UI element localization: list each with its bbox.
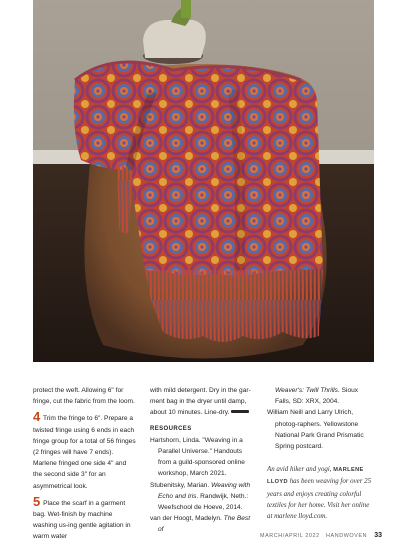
magazine-name: HANDWOVEN: [326, 533, 368, 539]
step-text: Trim the fringe to 6". Prepare a twisted fringe using 6 ends in each fringe group for a total of 56 fringes (2 fringes will have 7 ends). Marlene fringed one side 4" and the second side 3" for an asymmetrical look.: [33, 415, 136, 490]
ref-author: van der Hoogt, Madelyn.: [150, 515, 224, 523]
text-column-3: [267, 385, 374, 522]
ref-title: Weaver's: Twill Thrills: [275, 387, 338, 394]
author-name: MARLENE LLOYD: [267, 467, 364, 486]
step-number: 5: [33, 493, 41, 509]
author-bio: [267, 464, 374, 522]
ref-title: Weaving with Echo and Iris: [158, 481, 251, 500]
text-column-2: [150, 385, 255, 536]
step-number: 4: [33, 409, 41, 425]
reference-item: William Neill and Larry Ulrich, photog-raphers. Yellowstone National Park Grand Prismatic Spring postcard.: [267, 409, 364, 451]
ref-title: The Best of: [158, 515, 251, 534]
page-number: 33: [374, 532, 382, 539]
reference-item: Hartshorn, Linda. "Weaving in a Parallel Universe." Handouts from a guild-sponsored online workshop, March 2021.: [150, 436, 245, 478]
text-column-1: [33, 385, 136, 543]
step-4: [33, 409, 136, 491]
ref-publisher: . Randwijk, Neth.: Weefschool de Hoeve, 2014.: [158, 492, 249, 512]
reference-item: [150, 513, 255, 535]
finishing-text: with mild detergent. Dry in the gar-ment bag in the dryer until damp, about 10 minutes. Line-dry.: [150, 387, 251, 417]
end-mark-icon: [231, 410, 249, 413]
reference-item: [150, 480, 255, 514]
scarf-photo: [33, 0, 374, 362]
issue-date: MARCH/APRIL 2022: [260, 533, 320, 539]
page-footer: [260, 532, 382, 539]
bio-text: has been weaving for over 25 years and enjoys creating colorful textiles for her home. Visit her online at marlene lloyd.com.: [267, 478, 372, 521]
ref-publisher: . Sioux Falls, SD: XRX, 2004.: [275, 387, 359, 406]
bio-intro: An avid hiker and yogi,: [267, 466, 334, 474]
reference-continued: [267, 385, 374, 407]
step-text: Place the scarf in a garment bag. Wet-finish by machine washing us-ing gentle agitation in warm water: [33, 499, 131, 541]
paragraph-finishing: [150, 385, 255, 419]
resources-heading: RESOURCES: [150, 425, 192, 432]
ref-author: Stubenitsky, Marian.: [150, 481, 212, 489]
paragraph-weft: protect the weft. Allowing 6" for fringe, cut the fabric from the loom.: [33, 387, 135, 406]
step-5: [33, 493, 136, 543]
